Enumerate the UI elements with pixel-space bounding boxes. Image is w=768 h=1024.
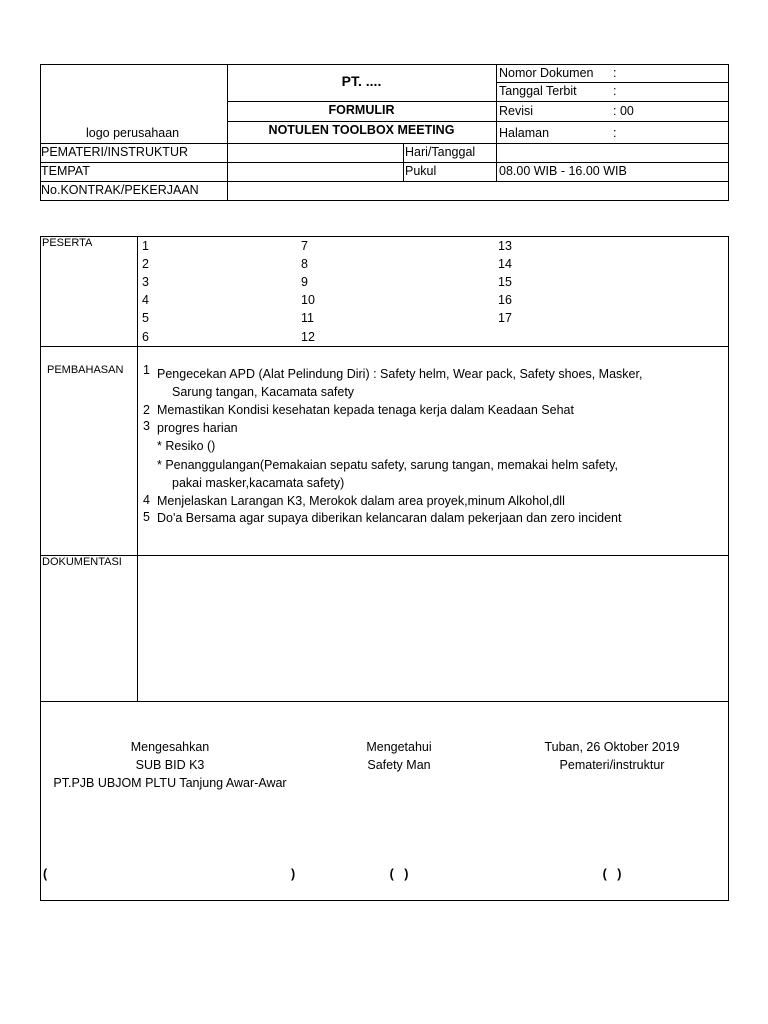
- meta-value-halaman: :: [613, 126, 617, 140]
- meta-value-nomor-dokumen: :: [613, 66, 617, 80]
- header-divider: [496, 121, 729, 122]
- peserta-number: 12: [301, 330, 315, 344]
- header-divider: [40, 143, 729, 144]
- hari-tanggal-label: Hari/Tanggal: [405, 145, 476, 159]
- signature-left-title: Mengesahkan: [130, 740, 210, 754]
- peserta-number: 11: [301, 311, 314, 325]
- body-divider: [40, 346, 729, 347]
- peserta-number: 1: [142, 239, 149, 253]
- pukul-value: 08.00 WIB - 16.00 WIB: [499, 164, 627, 178]
- header-divider: [496, 64, 497, 143]
- meta-label-revisi: Revisi: [499, 104, 534, 118]
- header-divider: [227, 101, 729, 102]
- peserta-number: 3: [142, 275, 149, 289]
- peserta-number: 8: [301, 257, 308, 271]
- signature-middle-title: Mengetahui: [366, 740, 432, 754]
- meta-label-nomor-dokumen: Nomor Dokumen: [499, 66, 594, 80]
- tempat-label: TEMPAT: [41, 164, 90, 178]
- header-divider: [227, 121, 496, 122]
- pembahasan-item-text: Memastikan Kondisi kesehatan kepada tenaga kerja dalam Keadaan Sehat: [157, 403, 574, 417]
- peserta-number: 4: [142, 293, 149, 307]
- form-type: FORMULIR: [328, 103, 395, 117]
- pemateri-label: PEMATERI/INSTRUKTUR: [41, 145, 188, 159]
- kontrak-label: No.KONTRAK/PEKERJAAN: [41, 183, 199, 197]
- form-title: NOTULEN TOOLBOX MEETING: [268, 123, 455, 137]
- peserta-label: PESERTA: [42, 237, 93, 249]
- pembahasan-item-text: Menjelaskan Larangan K3, Merokok dalam area proyek,minum Alkohol,dll: [157, 494, 565, 508]
- peserta-number: 15: [498, 275, 512, 289]
- signature-left-close-paren: ): [291, 867, 296, 881]
- body-divider: [137, 236, 138, 701]
- peserta-number: 2: [142, 257, 149, 271]
- peserta-number: 13: [498, 239, 512, 253]
- header-divider: [40, 162, 729, 163]
- pembahasan-item-text: pakai masker,kacamata safety): [172, 476, 345, 490]
- signature-left-unit: SUB BID K3: [135, 758, 205, 772]
- pukul-label: Pukul: [405, 164, 437, 178]
- peserta-number: 14: [498, 257, 512, 271]
- signature-left-open-paren: (: [43, 867, 48, 881]
- signature-right-role: Pemateri/instruktur: [559, 758, 665, 772]
- pembahasan-item-text: * Penanggulangan(Pemakaian sepatu safety, sarung tangan, memakai helm safety,: [157, 458, 618, 472]
- signature-middle-paren: ( ): [389, 867, 409, 881]
- body-divider: [40, 555, 729, 556]
- peserta-number: 17: [498, 311, 512, 325]
- pembahasan-item-text: Sarung tangan, Kacamata safety: [172, 385, 355, 399]
- logo-placeholder: logo perusahaan: [86, 126, 180, 140]
- pembahasan-item-number: 1: [143, 363, 150, 377]
- peserta-number: 5: [142, 311, 149, 325]
- pembahasan-item-text: progres harian: [157, 421, 238, 435]
- pembahasan-item-text: Do'a Bersama agar supaya diberikan kelancaran dalam pekerjaan dan zero incident: [157, 511, 622, 525]
- pembahasan-item-text: Pengecekan APD (Alat Pelindung Diri) : Safety helm, Wear pack, Safety shoes, Masker,: [157, 367, 643, 381]
- pembahasan-item-number: 5: [143, 510, 150, 524]
- body-divider: [40, 701, 729, 702]
- pembahasan-item-number: 2: [143, 403, 150, 417]
- meta-value-revisi: : 00: [613, 104, 634, 118]
- company-name: PT. ....: [341, 73, 382, 89]
- header-divider: [496, 82, 729, 83]
- signature-left-company: PT.PJB UBJOM PLTU Tanjung Awar-Awar: [53, 776, 287, 790]
- meta-label-tanggal-terbit: Tanggal Terbit: [499, 84, 577, 98]
- signature-right-paren: ( ): [602, 867, 622, 881]
- header-divider: [40, 181, 729, 182]
- pembahasan-item-number: 3: [143, 419, 150, 433]
- peserta-number: 16: [498, 293, 512, 307]
- peserta-number: 10: [301, 293, 315, 307]
- signature-middle-role: Safety Man: [367, 758, 431, 772]
- peserta-number: 9: [301, 275, 308, 289]
- meta-value-tanggal-terbit: :: [613, 84, 617, 98]
- dokumentasi-label: DOKUMENTASI: [42, 556, 122, 568]
- pembahasan-item-text: * Resiko (): [157, 439, 216, 453]
- peserta-number: 6: [142, 330, 149, 344]
- pembahasan-item-number: 4: [143, 493, 150, 507]
- peserta-number: 7: [301, 239, 308, 253]
- pembahasan-label: PEMBAHASAN: [47, 364, 124, 376]
- signature-right-date: Tuban, 26 Oktober 2019: [544, 740, 680, 754]
- meta-label-halaman: Halaman: [499, 126, 550, 140]
